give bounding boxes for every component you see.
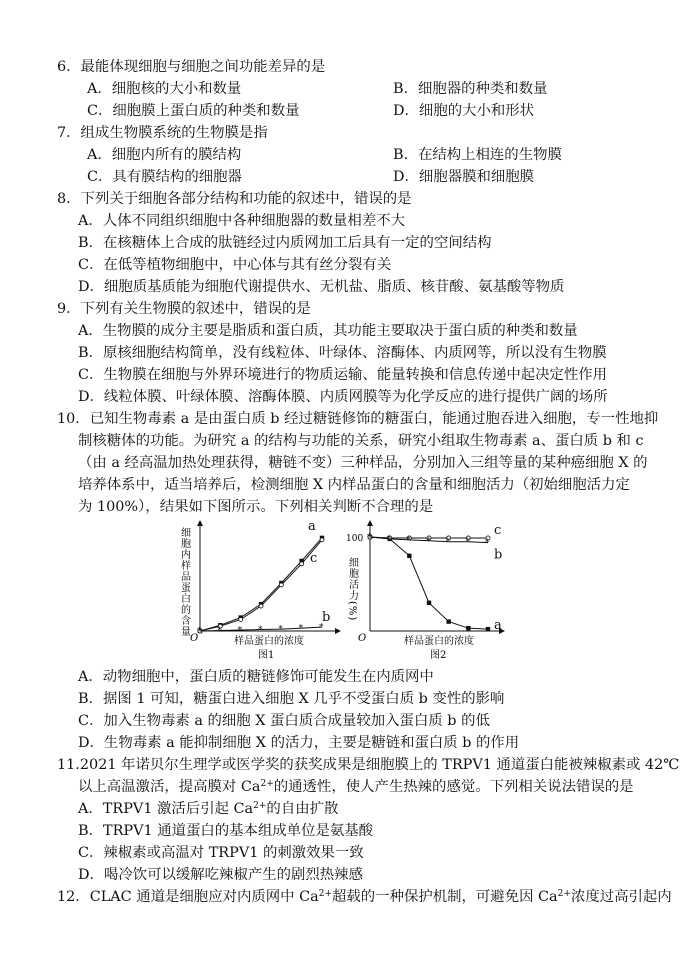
q9-stem: 9．下列有关生物膜的叙述中，错误的是 xyxy=(57,301,311,317)
figure-2-series-c-label: c xyxy=(494,522,502,538)
q10-stem-line-5: 为 100%），结果如下图所示。下列相关判断不合理的是 xyxy=(78,499,434,515)
q6-option-b: B．细胞器的种类和数量 xyxy=(393,81,548,97)
figure-2-series-a-label: a xyxy=(494,618,502,634)
figure-1-series-c-point xyxy=(320,538,324,542)
q11-option-c: C．辣椒素或高温对 TRPV1 的刺激效果一致 xyxy=(78,845,364,861)
q11-stem-part-2: 的通透性，使人产生热辣的感觉。下列相关说法错误的是 xyxy=(273,779,634,795)
figure-2-series-a-point xyxy=(407,554,411,558)
q9-option-c: C．生物膜在细胞与外界环境进行的物质运输、能量转换和信息传递中起决定性作用 xyxy=(78,367,608,383)
figure-2-series-a-point xyxy=(466,626,470,630)
q12-ca-superscript-2: 2+ xyxy=(557,889,571,899)
q11-option-a-superscript: 2+ xyxy=(253,801,267,811)
q7-stem: 7．组成生物膜系统的生物膜是指 xyxy=(57,125,268,141)
figure-2-series-b-point: * xyxy=(485,538,490,549)
figure-2-y-tick-100: 100 xyxy=(346,534,364,544)
q11-option-a xyxy=(78,799,338,819)
q10-stem-line-4: 培养体系中，适当培养后，检测细胞 X 内样品蛋白的含量和细胞活力（初始细胞活力定 xyxy=(78,477,630,493)
figure-1-series-a-label: a xyxy=(308,518,316,534)
figure-2-series-b-label: b xyxy=(494,547,503,563)
q6-option-c: C．细胞膜上蛋白质的种类和数量 xyxy=(87,103,300,119)
q9-option-b: B．原核细胞结构简单，没有线粒体、叶绿体、溶酶体、内质网等，所以没有生物膜 xyxy=(78,345,607,361)
figure-1-series-b-point: * xyxy=(258,625,263,636)
figure-2-caption: 图2 xyxy=(430,650,447,661)
figure-1-chart xyxy=(176,517,346,665)
q12-stem-part-3: 浓度过高引起内 xyxy=(570,889,672,905)
figure-2-series-b-point: * xyxy=(367,533,372,543)
q10-stem-line-3: （由 a 经高温加热处理获得，糖链不变）三种样品，分别加入三组等量的某种癌细胞 X 的 xyxy=(78,455,648,471)
figure-1-origin: O xyxy=(190,633,199,644)
figure-2-origin: O xyxy=(358,633,367,644)
q10-option-d: D．生物毒素 a 能抑制细胞 X 的活力，主要是糖链和蛋白质 b 的作用 xyxy=(78,735,520,751)
q8-option-b: B．在核糖体上合成的肽链经过内质网加工后具有一定的空间结构 xyxy=(78,235,492,251)
figure-1-series-b-point: * xyxy=(197,627,202,637)
q6-option-d: D．细胞的大小和形状 xyxy=(393,103,535,119)
figure-1-series-c-point xyxy=(259,604,263,608)
q12-stem xyxy=(57,887,672,907)
figure-1-y-label: 细胞内样品蛋白的含量 xyxy=(178,527,190,637)
figure-2-x-label: 样品蛋白的浓度 xyxy=(404,636,474,647)
q7-option-b: B．在结构上相连的生物膜 xyxy=(393,147,562,163)
q11-option-a-part-2: 的自由扩散 xyxy=(266,801,339,817)
figure-1-series-b-point: * xyxy=(217,626,222,637)
q10-option-c: C．加入生物毒素 a 的细胞 X 蛋白质合成量较加入蛋白质 b 的低 xyxy=(78,713,490,729)
figure-2-series-b-point: * xyxy=(465,537,470,548)
q9-option-d: D．线粒体膜、叶绿体膜、溶酶体膜、内质网膜等为化学反应的进行提供广阔的场所 xyxy=(78,389,608,405)
q11-ca-superscript: 2+ xyxy=(260,779,274,789)
figure-1-x-label: 样品蛋白的浓度 xyxy=(234,636,304,647)
q11-option-b: B．TRPV1 通道蛋白的基本组成单位是氨基酸 xyxy=(78,823,374,839)
q6-stem: 6．最能体现细胞与细胞之间功能差异的是 xyxy=(57,59,326,75)
figure-1-series-b-point: * xyxy=(298,624,304,635)
q11-stem-line-1: 11.2021 年诺贝尔生理学或医学奖的获奖成果是细胞膜上的 TRPV1 通道蛋白能被辣椒素或 42℃ xyxy=(57,757,680,773)
q6-option-a: A．细胞核的大小和数量 xyxy=(87,81,242,97)
q8-option-c: C．在低等植物细胞中，中心体与其有丝分裂有关 xyxy=(78,257,392,273)
figure-2-series-b-point: * xyxy=(406,535,411,546)
q11-option-d: D．喝冷饮可以缓解吃辣椒产生的剧烈热辣感 xyxy=(78,867,363,883)
q10-option-b: B．据图 1 可知，糖蛋白进入细胞 X 几乎不受蛋白质 b 变性的影响 xyxy=(78,691,505,707)
figure-1-series-c-point xyxy=(239,617,243,621)
figure-2-series-a-point xyxy=(446,619,450,623)
q7-option-c: C．具有膜结构的细胞器 xyxy=(87,169,242,185)
q11-option-a-part-1: A．TRPV1 激活后引起 Ca xyxy=(78,801,254,817)
figure-1-series-b-point: * xyxy=(237,626,243,637)
figure-2-series-a-point xyxy=(427,601,431,605)
q11-stem-part-1: 以上高温激活，提高膜对 Ca xyxy=(78,779,261,795)
q8-option-a: A．人体不同组织细胞中各种细胞器的数量相差不大 xyxy=(78,213,405,229)
figure-1-series-b-point: * xyxy=(278,625,283,636)
q10-option-a: A．动物细胞中，蛋白质的糖链修饰可能发生在内质网中 xyxy=(78,669,434,685)
q10-stem-line-2: 制核糖体的功能。为研究 a 的结构与功能的关系，研究小组取生物毒素 a、蛋白质 b 和 c xyxy=(78,433,644,449)
q7-option-a: A．细胞内所有的膜结构 xyxy=(87,147,242,163)
figure-2-series-a-point xyxy=(486,627,490,631)
figure-1-series-c-label: c xyxy=(310,550,318,566)
figure-1-series-b-point: * xyxy=(319,623,324,634)
figure-1-caption: 图1 xyxy=(258,650,275,661)
q7-option-d: D．细胞器膜和细胞膜 xyxy=(393,169,535,185)
q11-stem-line-2 xyxy=(78,777,634,797)
q12-ca-superscript-1: 2+ xyxy=(318,889,332,899)
figure-1-series-c-line xyxy=(200,540,324,634)
figure-2-y-label: 细胞活力(%) xyxy=(346,557,358,622)
figure-2-series-b-point: * xyxy=(445,537,451,548)
figure-1-series-c-point xyxy=(300,562,304,566)
figure-2-series-a-line xyxy=(370,534,488,629)
figure-2-series-b-point: * xyxy=(386,534,392,545)
figure-2-series-b-point: * xyxy=(426,536,431,547)
q12-stem-part-1: 12．CLAC 通道是细胞应对内质网中 Ca xyxy=(57,889,319,905)
figure-1-series-a-line xyxy=(200,538,324,634)
q12-stem-part-2: 超载的一种保护机制，可避免因 Ca xyxy=(332,889,558,905)
q8-option-d: D．细胞质基质能为细胞代谢提供水、无机盐、脂质、核苷酸、氨基酸等物质 xyxy=(78,279,565,295)
figure-2-chart xyxy=(338,517,508,665)
q10-stem-line-1: 10．已知生物毒素 a 是由蛋白质 b 经过糖链修饰的糖蛋白，能通过胞吞进入细胞，专一性地抑 xyxy=(57,411,659,427)
q9-option-a: A．生物膜的成分主要是脂质和蛋白质，其功能主要取决于蛋白质的种类和数量 xyxy=(78,323,578,339)
figure-1-series-c-point xyxy=(279,583,283,587)
q8-stem: 8．下列关于细胞各部分结构和功能的叙述中，错误的是 xyxy=(57,191,412,207)
figure-1-series-b-label: b xyxy=(322,610,331,626)
